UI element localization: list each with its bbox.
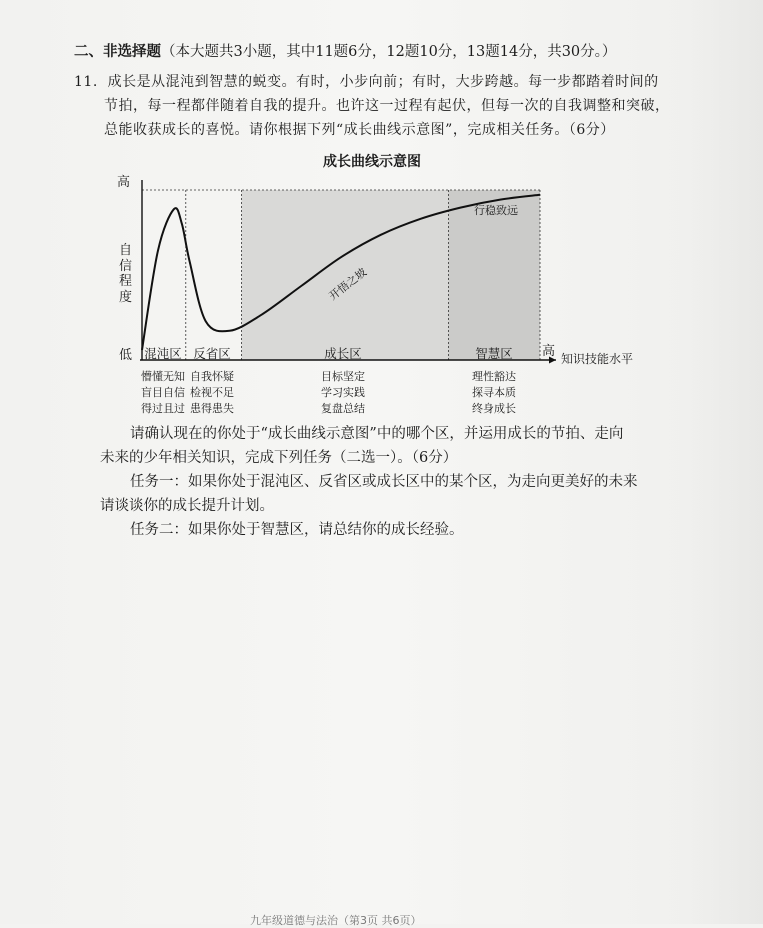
section-title: 二、非选择题 [74, 43, 161, 60]
zone-3-desc-2: 学习实践 [321, 385, 365, 399]
zone-1-desc-2: 盲目自信 [141, 385, 185, 399]
task-two: 任务二：如果你处于智慧区，请总结你的成长经验。 [130, 520, 464, 540]
zone-label-4: 智慧区 [475, 346, 513, 361]
y-axis-high-label: 高 [117, 174, 130, 190]
zone-2-desc-2: 检视不足 [190, 385, 234, 399]
y-axis-label-char-4: 度 [119, 289, 132, 305]
zone-shade-3 [242, 190, 449, 360]
instruction-line-1: 请确认现在的你处于“成长曲线示意图”中的哪个区，并运用成长的节拍、走向 [130, 424, 623, 444]
page-footer: 九年级道德与法治（第3页 共6页） [250, 912, 422, 928]
annotation-enlightenment-slope: 开悟之坡 [326, 265, 369, 303]
instruction-line-2: 未来的少年相关知识，完成下列任务（二选一）。（6分） [100, 448, 457, 468]
zone-1-desc-1: 懵懂无知 [141, 369, 185, 383]
y-axis-label-char-1: 自 [119, 243, 132, 258]
zone-4-desc-2: 探寻本质 [472, 385, 516, 399]
y-axis-label-char-2: 信 [119, 258, 132, 274]
zone-label-3: 成长区 [324, 346, 362, 361]
y-axis-low-label: 低 [119, 348, 132, 363]
question-number: 11. [74, 74, 98, 90]
zone-4-desc-3: 终身成长 [472, 401, 516, 415]
zone-2-desc-3: 患得患失 [190, 401, 234, 415]
zone-3-desc-1: 目标坚定 [321, 369, 365, 383]
growth-curve-chart [0, 0, 763, 420]
y-axis-label-char-3: 程 [119, 274, 132, 289]
zone-label-1: 混沌区 [144, 346, 182, 361]
zone-4-desc-1: 理性豁达 [472, 369, 516, 383]
annotation-steady-progress: 行稳致远 [474, 203, 518, 217]
zone-2-desc-1: 自我怀疑 [190, 369, 234, 383]
zone-label-2: 反省区 [193, 346, 231, 361]
question-line-2: 节拍，每一程都伴随着自我的提升。也许这一过程有起伏，但每一次的自我调整和突破， [104, 96, 670, 116]
task-one-line-1: 任务一：如果你处于混沌区、反省区或成长区中的某个区，为走向更美好的未来 [130, 472, 638, 492]
x-axis-high-label: 高 [542, 343, 555, 359]
zone-3-desc-3: 复盘总结 [321, 401, 365, 415]
question-line-3: 总能收获成长的喜悦。请你根据下列“成长曲线示意图”，完成相关任务。（6分） [104, 120, 615, 140]
chart-title: 成长曲线示意图 [323, 153, 421, 170]
section-note: （本大题共3小题，其中11题6分，12题10分，13题14分，共30分。） [161, 44, 616, 60]
question-text-1: 成长是从混沌到智慧的蜕变。有时，小步向前；有时，大步跨越。每一步都踏着时间的 [108, 74, 659, 90]
task-one-line-2: 请谈谈你的成长提升计划。 [100, 496, 274, 516]
zone-1-desc-3: 得过且过 [141, 401, 185, 415]
x-axis-label: 知识技能水平 [561, 351, 633, 366]
